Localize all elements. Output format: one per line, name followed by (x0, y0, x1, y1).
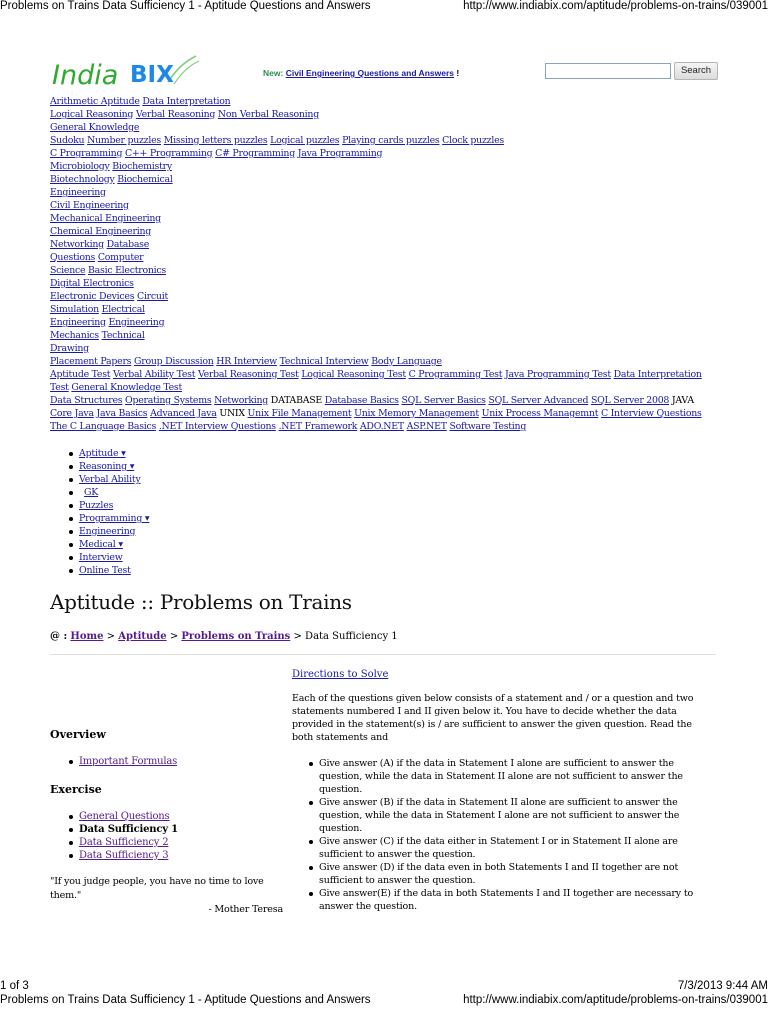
quote-text: "If you judge people, you have no time to love them." (50, 876, 264, 901)
nav-link-verbal-ability-test[interactable]: Verbal Ability Test (113, 369, 196, 380)
menu-link-reasoning[interactable]: Reasoning ▾ (79, 461, 135, 472)
breadcrumb (50, 631, 398, 642)
nav-row (50, 147, 710, 160)
nav-row (50, 238, 710, 251)
nav-link-java-basics[interactable]: Java Basics (96, 408, 148, 419)
important-formulas-link[interactable]: Important Formulas (79, 756, 178, 767)
menu-item (68, 551, 149, 564)
nav-link-electrical[interactable]: Electrical (101, 304, 145, 315)
list-item (68, 823, 178, 836)
nav-link-circuit[interactable]: Circuit (137, 291, 168, 302)
nav-link-technical[interactable]: Technical (101, 330, 145, 341)
list-item (68, 836, 178, 849)
nav-row (50, 316, 710, 329)
print-footer-second (0, 994, 768, 1008)
nav-link-unix-process-managemnt[interactable]: Unix Process Managemnt (481, 408, 599, 419)
nav-link-body-language[interactable]: Body Language (371, 356, 442, 367)
nav-link-microbiology[interactable]: Microbiology (50, 161, 110, 172)
nav-link-software-testing[interactable]: Software Testing (449, 421, 527, 432)
nav-link-digital-electronics[interactable]: Digital Electronics (50, 278, 134, 289)
nav-link-arithmetic-aptitude[interactable]: Arithmetic Aptitude (50, 96, 140, 107)
nav-link-networking[interactable]: Networking (214, 395, 269, 406)
nav-link-sudoku[interactable]: Sudoku (50, 135, 85, 146)
nav-row (50, 290, 710, 303)
nav-row (50, 95, 710, 108)
quote-box (50, 875, 295, 917)
nav-link-core-java[interactable]: Core Java (50, 408, 94, 419)
nav-link-general-knowledge[interactable]: General Knowledge (50, 122, 140, 133)
exercise-heading: Exercise (50, 783, 102, 796)
answer-option: Give answer (D) if the data even in both Statements I and II together are not sufficient to answer the question. (308, 861, 712, 887)
search-button[interactable]: Search (674, 62, 718, 80)
nav-link-drawing[interactable]: Drawing (50, 343, 89, 354)
nav-link-biotechnology[interactable]: Biotechnology (50, 174, 115, 185)
nav-row (50, 199, 710, 212)
menu-item (68, 486, 149, 499)
menu-link-programming[interactable]: Programming ▾ (79, 513, 150, 524)
nav-link-group-discussion[interactable]: Group Discussion (133, 356, 214, 367)
print-datetime: 7/3/2013 9:44 AM (677, 980, 768, 992)
nav-link-c-programming[interactable]: C Programming (50, 148, 123, 159)
quote-author: - Mother Teresa (208, 904, 283, 915)
logo-graphic (50, 52, 200, 94)
news-banner (263, 68, 459, 78)
print-footer-url: http://www.indiabix.com/aptitude/problems-on-trains/039001 (463, 994, 768, 1006)
nav-link-sql-server-2008[interactable]: SQL Server 2008 (590, 395, 670, 406)
print-header (0, 0, 768, 14)
nav-row (50, 342, 710, 355)
menu-item (68, 473, 149, 486)
overview-list (68, 755, 177, 768)
nav-link-net-interview-questions[interactable]: .NET Interview Questions (158, 421, 276, 432)
nav-link-placement-papers[interactable]: Placement Papers (50, 356, 132, 367)
nav-row (50, 108, 710, 121)
search-input[interactable] (545, 63, 671, 79)
nav-link-java-programming[interactable]: Java Programming (297, 148, 383, 159)
nav-row (50, 381, 710, 394)
nav-link-simulation[interactable]: Simulation (50, 304, 99, 315)
nav-link-asp-net[interactable]: ASP.NET (406, 421, 447, 432)
nav-link-computer[interactable]: Computer (97, 252, 144, 263)
nav-link-java: JAVA (671, 395, 694, 406)
nav-link-logical-puzzles[interactable]: Logical puzzles (270, 135, 340, 146)
nav-link-data-interpretation[interactable]: Data Interpretation (142, 96, 231, 107)
nav-row (50, 368, 710, 381)
breadcrumb-home[interactable]: Home (70, 631, 104, 642)
nav-link-unix-file-management[interactable]: Unix File Management (247, 408, 352, 419)
nav-link-c-programming-test[interactable]: C Programming Test (408, 369, 503, 380)
list-item (68, 755, 177, 768)
nav-row (50, 407, 710, 420)
nav-link-clock-puzzles[interactable]: Clock puzzles (442, 135, 504, 146)
logo-text-india: India (52, 60, 119, 91)
breadcrumb-at: @ : (50, 631, 68, 642)
exercise-data-sufficiency-3-link[interactable]: Data Sufficiency 3 (79, 850, 169, 861)
menu-item (68, 460, 149, 473)
menu-link-online-test[interactable]: Online Test (79, 565, 131, 576)
divider (50, 654, 716, 655)
nav-link-basic-electronics[interactable]: Basic Electronics (88, 265, 166, 276)
nav-link-science[interactable]: Science (50, 265, 86, 276)
nav-link-c-programming[interactable]: C# Programming (215, 148, 295, 159)
nav-link-net-framework[interactable]: .NET Framework (278, 421, 358, 432)
breadcrumb-sep: > (293, 631, 302, 642)
nav-link-engineering[interactable]: Engineering (50, 317, 106, 328)
menu-item (68, 447, 149, 460)
news-suffix: ! (456, 68, 460, 78)
nav-row (50, 225, 710, 238)
breadcrumb-current: Data Sufficiency 1 (305, 631, 398, 642)
menu-item (68, 564, 149, 577)
nav-link-c-interview-questions[interactable]: C Interview Questions (600, 408, 702, 419)
menu-link-gk[interactable]: GK (84, 487, 99, 498)
nav-link-unix: UNIX (219, 408, 245, 419)
nav-row (50, 329, 710, 342)
nav-row (50, 277, 710, 290)
nav-row (50, 264, 710, 277)
nav-link-verbal-reasoning[interactable]: Verbal Reasoning (135, 109, 216, 120)
nav-row (50, 173, 710, 186)
news-prefix: New: (263, 68, 284, 78)
menu-link-engineering[interactable]: Engineering (79, 526, 136, 537)
list-item (68, 810, 178, 823)
nav-link-unix-memory-management[interactable]: Unix Memory Management (354, 408, 479, 419)
answer-options-list (308, 757, 712, 913)
menu-link-verbal-ability[interactable]: Verbal Ability (79, 474, 141, 485)
nav-link-the-c-language-basics[interactable]: The C Language Basics (50, 421, 157, 432)
directions-intro: Each of the questions given below consists of a statement and / or a question and two statements numbered I and II given below it. You have to decide whether the data provided in the statement(s) is / are sufficient to answer the given question. Read the both statements and (292, 693, 694, 743)
nav-link-java-programming-test[interactable]: Java Programming Test (504, 369, 611, 380)
answer-option: Give answer (A) if the data in Statement I alone are sufficient to answer the question, while the data in Statement II alone are not sufficient to answer the question. (308, 757, 712, 796)
nav-row (50, 212, 710, 225)
nav-row (50, 251, 710, 264)
nav-link-biochemical[interactable]: Biochemical (117, 174, 173, 185)
nav-link-mechanical-engineering[interactable]: Mechanical Engineering (50, 213, 161, 224)
nav-link-database-basics[interactable]: Database Basics (324, 395, 399, 406)
indiabix-logo[interactable] (50, 52, 200, 94)
print-page-count: 1 of 3 (0, 980, 29, 992)
nav-row (50, 355, 710, 368)
print-header-url: http://www.indiabix.com/aptitude/problems-on-trains/039001 (463, 0, 768, 12)
menu-item (68, 499, 149, 512)
nav-link-test[interactable]: Test (50, 382, 69, 393)
nav-link-general-knowledge-test[interactable]: General Knowledge Test (71, 382, 183, 393)
menu-link-medical[interactable]: Medical ▾ (79, 539, 123, 550)
nav-link-hr-interview[interactable]: HR Interview (216, 356, 277, 367)
nav-link-number-puzzles[interactable]: Number puzzles (87, 135, 161, 146)
nav-link-operating-systems[interactable]: Operating Systems (125, 395, 212, 406)
answer-option: Give answer (C) if the data either in Statement I or in Statement II alone are sufficient to answer the question. (308, 835, 712, 861)
breadcrumb-topic[interactable]: Problems on Trains (181, 631, 291, 642)
answer-option: Give answer (B) if the data in Statement II alone are sufficient to answer the question, while the data in Statement I alone are not sufficient to answer the question. (308, 796, 712, 835)
nav-link-ado-net[interactable]: ADO.NET (359, 421, 404, 432)
nav-link-data-structures[interactable]: Data Structures (50, 395, 123, 406)
nav-link-engineering[interactable]: Engineering (50, 187, 106, 198)
logo-text-bix: BIX (130, 62, 174, 88)
nav-row (50, 303, 710, 316)
breadcrumb-sep: > (169, 631, 179, 642)
nav-link-engineering[interactable]: Engineering (108, 317, 165, 328)
page-title: Aptitude :: Problems on Trains (50, 590, 352, 614)
nav-link-advanced-java[interactable]: Advanced Java (150, 408, 217, 419)
category-menu (68, 447, 149, 577)
nav-link-missing-letters-puzzles[interactable]: Missing letters puzzles (163, 135, 268, 146)
nav-link-c-programming[interactable]: C++ Programming (124, 148, 213, 159)
nav-link-technical-interview[interactable]: Technical Interview (279, 356, 369, 367)
nav-link-aptitude-test[interactable]: Aptitude Test (50, 369, 111, 380)
nav-row (50, 121, 710, 134)
nav-link-non-verbal-reasoning[interactable]: Non Verbal Reasoning (217, 109, 319, 120)
nav-row (50, 420, 710, 433)
nav-link-networking[interactable]: Networking (50, 239, 104, 250)
nav-link-logical-reasoning-test[interactable]: Logical Reasoning Test (301, 369, 406, 380)
nav-link-questions[interactable]: Questions (50, 252, 96, 263)
nav-link-electronic-devices[interactable]: Electronic Devices (50, 291, 135, 302)
directions-link[interactable]: Directions to Solve (292, 669, 389, 680)
breadcrumb-sep: > (106, 631, 116, 642)
nav-link-sql-server-basics[interactable]: SQL Server Basics (401, 395, 486, 406)
print-header-title: Problems on Trains Data Sufficiency 1 - Aptitude Questions and Answers (0, 0, 371, 12)
menu-item (68, 512, 149, 525)
exercise-current-item: Data Sufficiency 1 (79, 824, 178, 835)
exercise-general-questions-link[interactable]: General Questions (79, 811, 170, 822)
exercise-data-sufficiency-2-link[interactable]: Data Sufficiency 2 (79, 837, 169, 848)
overview-heading: Overview (50, 728, 106, 741)
nav-row (50, 186, 710, 199)
menu-item (68, 525, 149, 538)
news-link[interactable]: Civil Engineering Questions and Answers (285, 68, 454, 78)
nav-row (50, 160, 710, 173)
menu-item (68, 538, 149, 551)
nav-link-mechanics[interactable]: Mechanics (50, 330, 99, 341)
nav-link-sql-server-advanced[interactable]: SQL Server Advanced (488, 395, 589, 406)
breadcrumb-aptitude[interactable]: Aptitude (118, 631, 167, 642)
print-footer-title: Problems on Trains Data Sufficiency 1 - Aptitude Questions and Answers (0, 994, 371, 1006)
nav-link-chemical-engineering[interactable]: Chemical Engineering (50, 226, 151, 237)
nav-link-civil-engineering[interactable]: Civil Engineering (50, 200, 129, 211)
nav-link-data-interpretation[interactable]: Data Interpretation (613, 369, 702, 380)
print-footer (0, 980, 768, 994)
nav-link-playing-cards-puzzles[interactable]: Playing cards puzzles (342, 135, 440, 146)
nav-row (50, 134, 710, 147)
menu-link-interview[interactable]: Interview (79, 552, 123, 563)
menu-link-puzzles[interactable]: Puzzles (79, 500, 114, 511)
nav-link-biochemistry[interactable]: Biochemistry (112, 161, 172, 172)
nav-link-logical-reasoning[interactable]: Logical Reasoning (50, 109, 134, 120)
exercise-list (68, 810, 178, 862)
list-item (68, 849, 178, 862)
nav-link-verbal-reasoning-test[interactable]: Verbal Reasoning Test (197, 369, 299, 380)
answer-option: Give answer(E) if the data in both Statements I and II together are necessary to answer the question. (308, 887, 712, 913)
nav-link-database: DATABASE (270, 395, 323, 406)
menu-link-aptitude[interactable]: Aptitude ▾ (79, 448, 126, 459)
nav-link-database[interactable]: Database (106, 239, 150, 250)
nav-row (50, 394, 710, 407)
site-nav-links (50, 95, 710, 433)
